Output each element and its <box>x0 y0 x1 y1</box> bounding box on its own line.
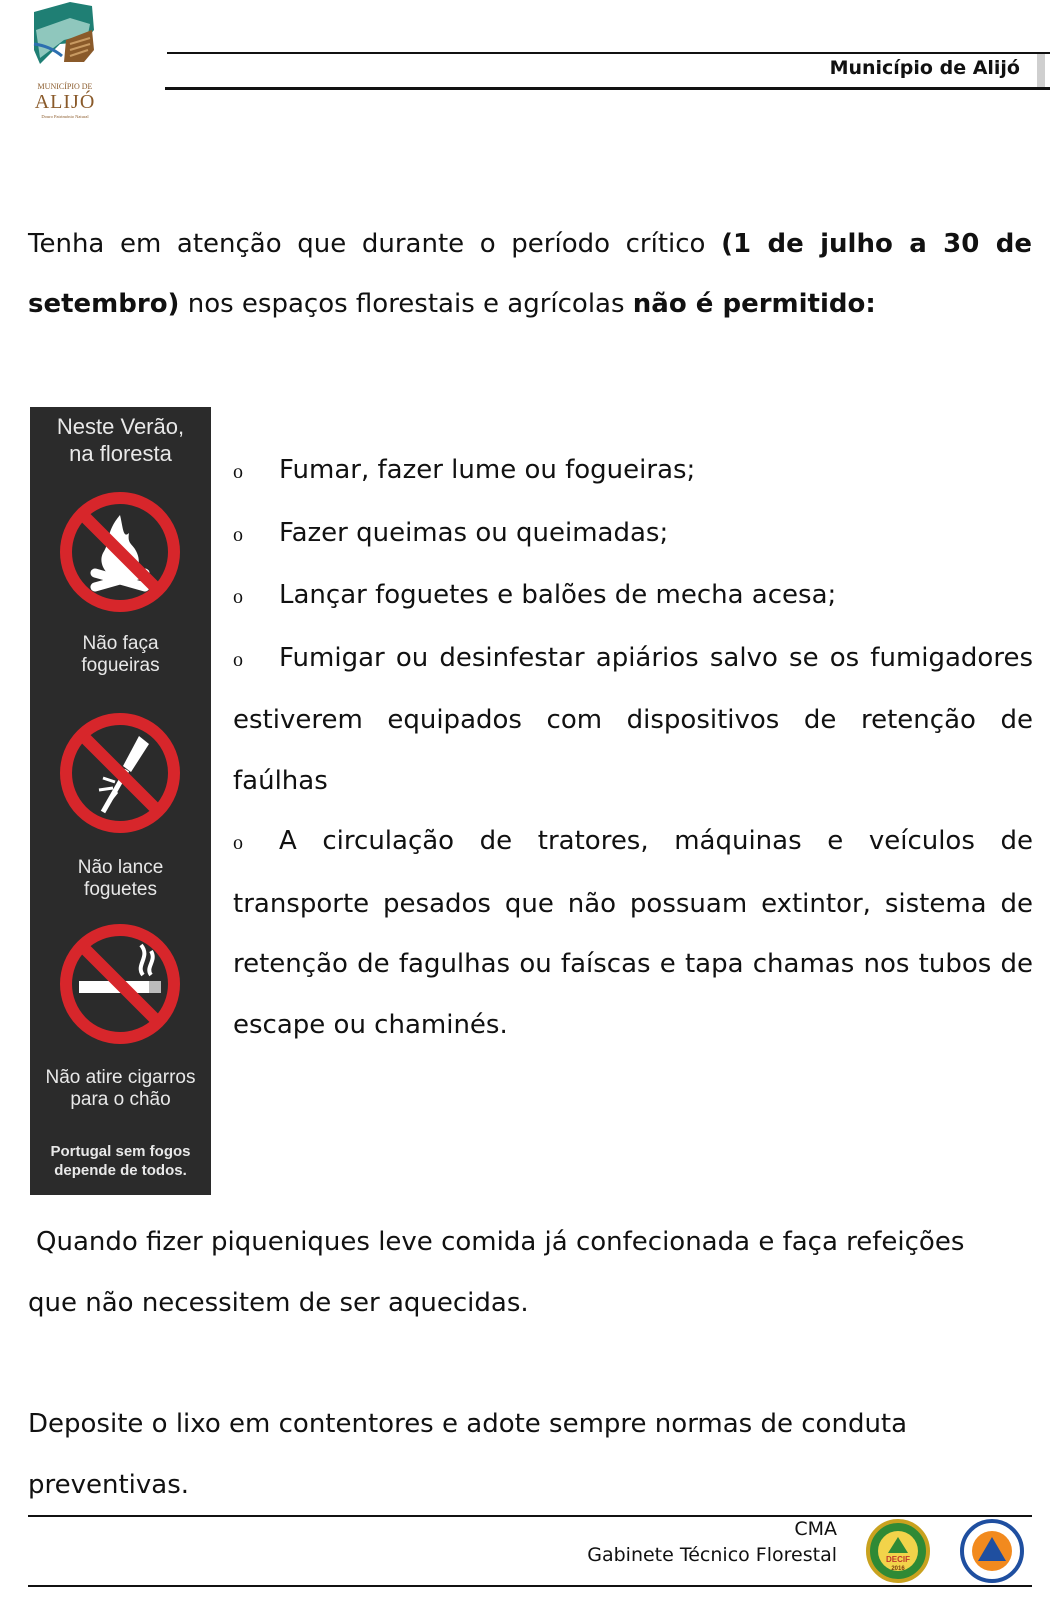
no-bonfire-icon <box>57 489 183 615</box>
logo-tagline: Douro Património Natural <box>41 114 89 119</box>
bullet-marker: o <box>233 461 243 483</box>
list-item <box>233 565 1033 628</box>
picnic-line: Quando fizer piqueniques leve comida já confecionada e faça refeições <box>36 1227 965 1257</box>
list-item <box>233 440 1033 503</box>
poster-caption-cigarette <box>30 1067 211 1111</box>
poster-footer-line: Portugal sem fogos <box>50 1143 191 1160</box>
caption-line: foguetes <box>84 879 157 900</box>
list-item-text: Fumigar ou desinfestar apiários salvo se os fumigadores estiverem equipados com dispositivos de retenção de faúlhas <box>233 642 1033 796</box>
poster-title <box>30 413 211 467</box>
logo-municipality-label: MUNICÍPIO DE <box>37 82 93 91</box>
waste-line: preventivas. <box>28 1469 190 1500</box>
list-item <box>233 811 1033 1055</box>
intro-text-2: nos espaços florestais e agrícolas <box>179 289 633 319</box>
list-item <box>233 628 1033 812</box>
waste-advice <box>28 1394 1008 1515</box>
footer-rule-bottom <box>28 1585 1032 1587</box>
poster-footer <box>30 1142 211 1180</box>
caption-line: Não atire cigarros <box>45 1067 196 1088</box>
no-fireworks-icon <box>57 710 183 836</box>
header-rule-top <box>167 52 1050 54</box>
footer-office: Gabinete Técnico Florestal <box>587 1544 837 1566</box>
bullet-marker: o <box>233 648 243 671</box>
poster-title-line: na floresta <box>69 441 172 466</box>
footer-rule-top <box>28 1515 1032 1517</box>
poster-title-line: Neste Verão, <box>56 414 185 439</box>
header-edge-mark <box>1037 54 1045 87</box>
caption-line: para o chão <box>70 1089 171 1110</box>
list-item-text: A circulação de tratores, máquinas e veículos de transporte pesados que não possuam extintor, sistema de retenção de fagulhas ou faíscas e tapa chamas nos tubos de escape ou chaminés. <box>233 826 1033 1040</box>
civil-protection-badge-icon <box>960 1519 1024 1583</box>
logo-town-name: ALIJÓ <box>34 91 96 113</box>
poster-caption-fireworks <box>30 857 211 901</box>
caption-line: fogueiras <box>81 655 160 676</box>
prevention-poster <box>30 407 211 1195</box>
decif-badge-year: 2016 <box>891 1566 905 1572</box>
list-item-text: Lançar foguetes e balões de mecha acesa; <box>279 580 837 610</box>
footer-org: CMA <box>794 1518 837 1540</box>
header-rule-bottom <box>165 87 1050 90</box>
bullet-marker: o <box>233 586 243 608</box>
intro-paragraph <box>28 214 1032 334</box>
intro-period: (1 de julho a 30 de setembro) <box>28 229 1033 319</box>
list-item <box>233 503 1033 566</box>
header-title: Município de Alijó <box>829 57 1020 79</box>
intro-text: Tenha em atenção que durante o período crítico <box>28 229 722 259</box>
picnic-line: que não necessitem de ser aquecidas. <box>28 1287 529 1318</box>
poster-caption-bonfire <box>30 633 211 677</box>
bullet-marker: o <box>233 832 243 854</box>
decif-badge-icon <box>866 1519 930 1583</box>
list-item-text: Fazer queimas ou queimadas; <box>279 517 669 548</box>
picnic-advice <box>28 1212 1008 1333</box>
prohibited-actions-list <box>233 440 1033 1055</box>
caption-line: Não faça <box>82 633 159 654</box>
intro-forbidden: não é permitido: <box>632 289 876 319</box>
caption-line: Não lance <box>77 857 164 878</box>
bullet-marker: o <box>233 523 243 546</box>
list-item-text: Fumar, fazer lume ou fogueiras; <box>279 455 696 485</box>
no-cigarette-icon <box>57 921 183 1047</box>
decif-badge-label: DECIF <box>886 1555 910 1564</box>
poster-footer-line: depende de todos. <box>54 1162 187 1179</box>
waste-line: Deposite o lixo em contentores e adote sempre normas de conduta <box>28 1409 908 1439</box>
